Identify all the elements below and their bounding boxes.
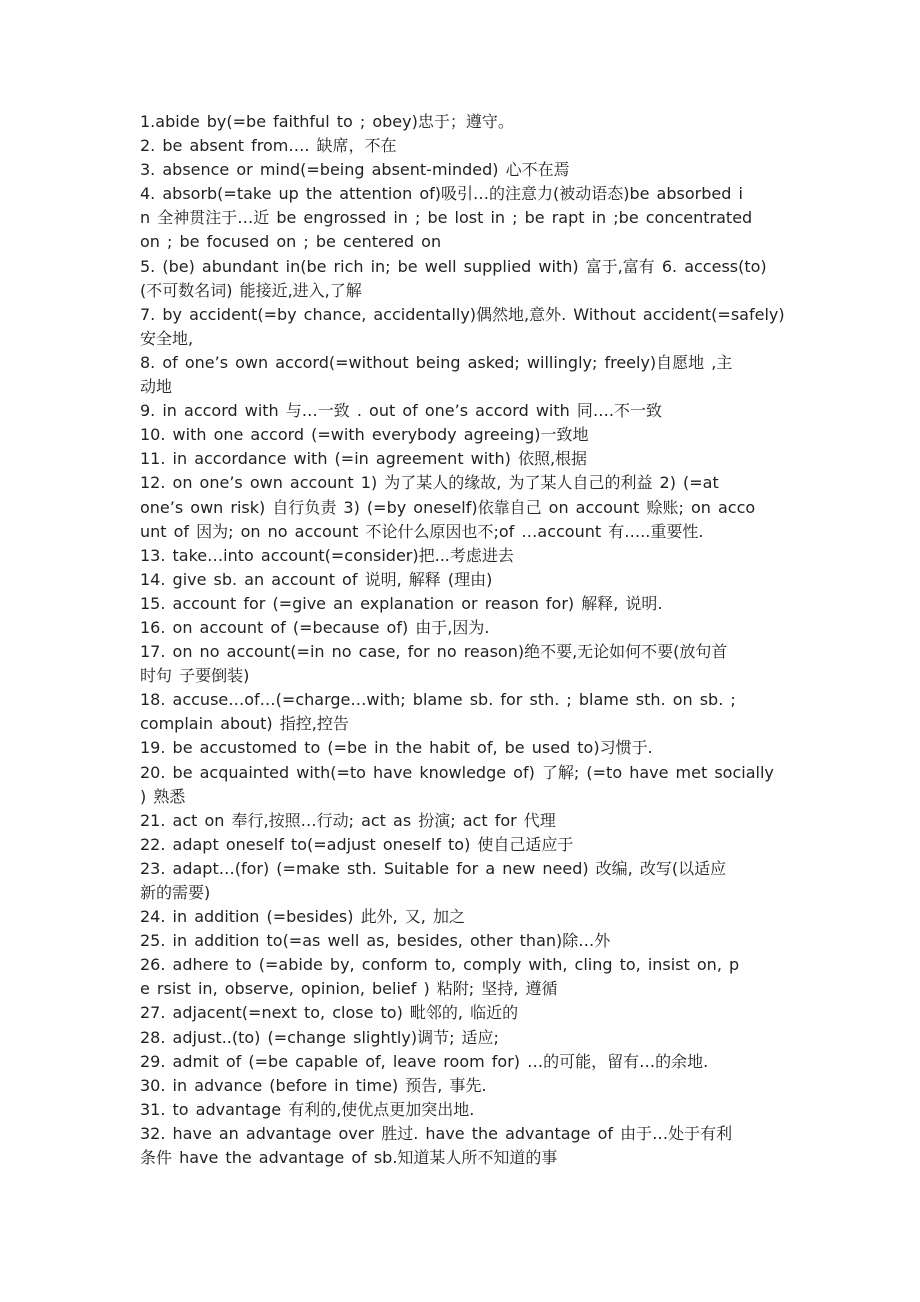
text-line: (不可数名词) 能接近,进入,了解 xyxy=(140,280,362,300)
text-line: 12. on one’s own account 1) 为了某人的缘故, 为了某人自己的利益 2) (=at xyxy=(140,473,719,493)
text-line: on ; be focused on ; be centered on xyxy=(140,232,442,252)
text-line: 24. in addition (=besides) 此外, 又, 加之 xyxy=(140,907,465,927)
text-line: ) 熟悉 xyxy=(140,786,186,806)
text-line: 14. give sb. an account of 说明, 解释 (理由) xyxy=(140,569,493,589)
text-line: one’s own risk) 自行负责 3) (=by oneself)依靠自己 on account 赊账; on acco xyxy=(140,497,756,517)
text-line: 10. with one accord (=with everybody agreeing)一致地 xyxy=(140,425,589,445)
text-line: 8. of one’s own accord(=without being asked; willingly; freely)自愿地 ,主 xyxy=(140,352,733,372)
text-line: 31. to advantage 有利的,使优点更加突出地. xyxy=(140,1099,475,1119)
text-line: 18. accuse…of…(=charge…with; blame sb. for sth. ; blame sth. on sb. ; xyxy=(140,690,736,710)
text-line: 30. in advance (before in time) 预告, 事先. xyxy=(140,1075,487,1095)
text-line: 4. absorb(=take up the attention of)吸引…的注意力(被动语态)be absorbed i xyxy=(140,184,743,204)
text-line: 19. be accustomed to (=be in the habit of, be used to)习惯于. xyxy=(140,738,653,758)
text-line: 5. (be) abundant in(be rich in; be well supplied with) 富于,富有 6. access(to) xyxy=(140,256,767,276)
text-line: complain about) 指控,控告 xyxy=(140,714,349,734)
text-line: 条件 have the advantage of sb.知道某人所不知道的事 xyxy=(140,1148,558,1168)
text-line: 11. in accordance with (=in agreement with) 依照,根据 xyxy=(140,449,588,469)
text-line: 17. on no account(=in no case, for no reason)绝不要,无论如何不要(放句首 xyxy=(140,642,728,662)
text-line: unt of 因为; on no account 不论什么原因也不;of …account 有…..重要性. xyxy=(140,521,704,541)
text-line: 29. admit of (=be capable of, leave room for) …的可能，留有…的余地. xyxy=(140,1051,709,1071)
text-line: 25. in addition to(=as well as, besides, other than)除…外 xyxy=(140,931,611,951)
text-line: 28. adjust..(to) (=change slightly)调节; 适应; xyxy=(140,1027,499,1047)
text-line: 新的需要) xyxy=(140,883,211,902)
text-line: n 全神贯注于…近 be engrossed in ; be lost in ; be rapt in ;be concentrated xyxy=(140,208,753,228)
text-line: 动地 xyxy=(140,377,173,397)
text-line: 时句 子要倒装) xyxy=(140,666,250,686)
text-line: 27. adjacent(=next to, close to) 毗邻的, 临近的 xyxy=(140,1003,519,1023)
text-line: 23. adapt…(for) (=make sth. Suitable for a new need) 改编, 改写(以适应 xyxy=(140,858,727,878)
text-line: e rsist in, observe, opinion, belief ) 粘附; 坚持, 遵循 xyxy=(140,979,558,999)
text-line: 15. account for (=give an explanation or reason for) 解释, 说明. xyxy=(140,593,663,613)
text-line: 22. adapt oneself to(=adjust oneself to) 使自己适应于 xyxy=(140,834,574,854)
document-body xyxy=(140,110,820,1170)
text-line: 20. be acquainted with(=to have knowledge of) 了解; (=to have met socially xyxy=(140,762,774,782)
text-line: 3. absence or mind(=being absent-minded) 心不在焉 xyxy=(140,160,570,180)
text-line: 1.abide by(=be faithful to ; obey)忠于；遵守。 xyxy=(140,112,514,131)
text-line: 安全地, xyxy=(140,328,194,348)
text-line: 7. by accident(=by chance, accidentally)偶然地,意外. Without accident(=safely) xyxy=(140,304,785,324)
text-line: 16. on account of (=because of) 由于,因为. xyxy=(140,617,490,637)
text-line: 26. adhere to (=abide by, conform to, comply with, cling to, insist on, p xyxy=(140,955,740,975)
text-line: 9. in accord with 与…一致 . out of one’s accord with 同….不一致 xyxy=(140,401,662,421)
text-line: 21. act on 奉行,按照…行动; act as 扮演; act for 代理 xyxy=(140,810,556,830)
text-line: 13. take…into account(=consider)把...考虑进去 xyxy=(140,545,514,565)
text-line: 2. be absent from…. 缺席，不在 xyxy=(140,136,397,156)
text-line: 32. have an advantage over 胜过. have the advantage of 由于…处于有利 xyxy=(140,1123,733,1143)
